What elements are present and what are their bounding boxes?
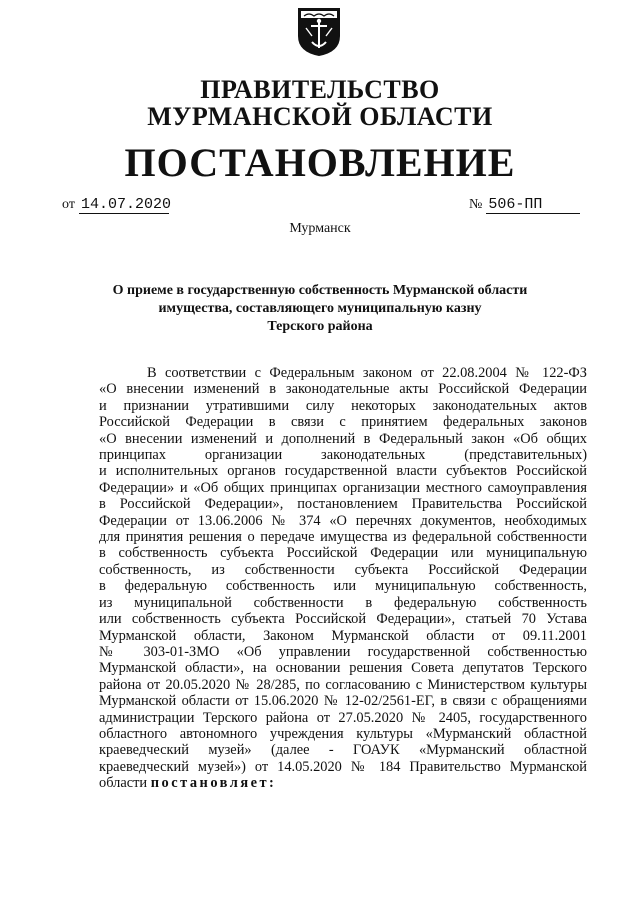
number-field — [469, 196, 580, 214]
body-line: «О внесении изменений в законодательные акты Российской Федерации — [99, 381, 587, 398]
body-line: в Российской Федерации», постановлением Правительства Российской — [99, 496, 587, 513]
body-line: Мурманской области от 15.06.2020 № 12-02/2561-ЕГ, в связи с обращениями — [99, 693, 587, 710]
body-line: и исполнительных органов государственной власти субъектов Российской — [99, 463, 587, 480]
body-line: краеведческий музей») от 14.05.2020 № 184 Правительство Мурманской — [99, 758, 587, 775]
city: Мурманск — [289, 221, 351, 236]
government-name-line2: МУРМАНСКОЙ ОБЛАСТИ — [147, 102, 493, 131]
body-line: Федерации от 13.06.2006 № 374 «О перечнях документов, необходимых — [99, 512, 587, 529]
document-title — [100, 282, 540, 336]
body-line: собственность, из собственности субъекта Российской Федерации — [99, 561, 587, 578]
date-prefix: от — [62, 197, 75, 212]
body-line: администрации Терского района от 27.05.2020 № 2405, государственного — [99, 709, 587, 726]
body-line: областного автономного учреждения культуры «Мурманский областной — [99, 725, 587, 742]
body-line: «О внесении изменений и дополнений в Федеральный закон «Об общих — [99, 430, 587, 447]
body-line: принципах организации законодательных (представительных) — [99, 447, 587, 464]
body-paragraph — [99, 365, 587, 792]
number-value: 506-ПП — [486, 196, 580, 214]
body-last-text: области — [99, 775, 148, 792]
body-line: Российской Федерации в связи с принятием федеральных законов — [99, 414, 587, 431]
body-line: из муниципальной собственности в федеральную собственность — [99, 594, 587, 611]
body-line: № 303-01-ЗМО «Об управлении государственной собственностью — [99, 643, 587, 660]
coat-of-arms-emblem — [296, 6, 342, 58]
title-line: О приеме в государственную собственность Мурманской области — [112, 283, 528, 298]
title-line: Терского района — [267, 319, 373, 334]
body-line: Федерации» и «Об общих принципах организации местного самоуправления — [99, 479, 587, 496]
body-line: района от 20.05.2020 № 28/285, по согласованию с Министерством культуры — [99, 676, 587, 693]
date-value: 14.07.2020 — [80, 196, 171, 213]
body-line: или собственность субъекта Российской Федерации», статьей 70 Устава — [99, 611, 587, 628]
title-line: имущества, составляющего муниципальную казну — [158, 301, 482, 316]
body-line: В соответствии с Федеральным законом от 22.08.2004 № 122-ФЗ — [147, 365, 587, 381]
resolves-word: постановляет: — [150, 775, 277, 792]
body-line: для принятия решения о передаче имущества из федеральной собственности — [99, 529, 587, 546]
body-line-final — [99, 775, 587, 791]
government-name-line1: ПРАВИТЕЛЬСТВО — [200, 75, 440, 104]
body-line: Мурманской области», на основании решения Совета депутатов Терского — [99, 660, 587, 677]
body-line: Мурманской области, Законом Мурманской области от 09.11.2001 — [99, 627, 587, 644]
body-line: и признании утратившими силу некоторых законодательных актов — [99, 397, 587, 414]
number-prefix: № — [469, 197, 483, 212]
body-line: в собственность субъекта Российской Федерации или муниципальную — [99, 545, 587, 562]
date-field — [62, 196, 169, 214]
body-line: в федеральную собственность или муниципальную собственность, — [99, 578, 587, 595]
body-line: краеведческий музей» (далее - ГОАУК «Мурманский областной — [99, 742, 587, 759]
document-type: ПОСТАНОВЛЕНИЕ — [124, 140, 516, 185]
